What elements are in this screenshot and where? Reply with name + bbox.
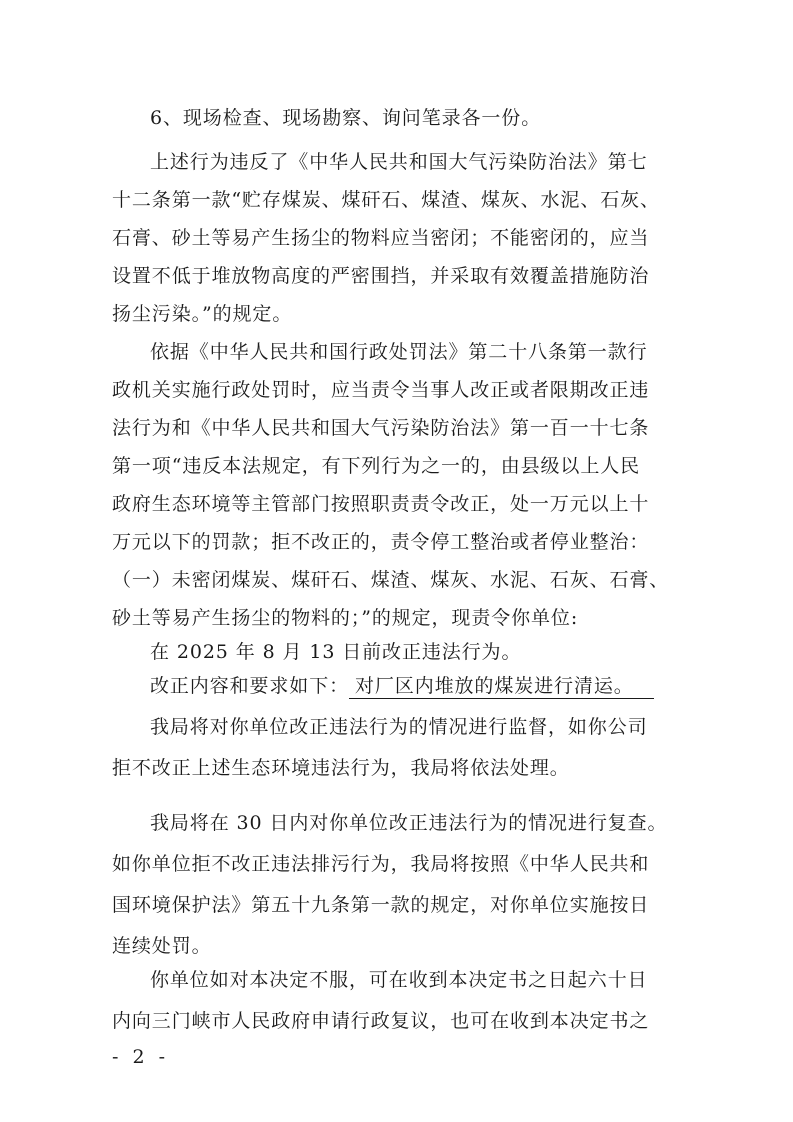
paragraph-line: 十二条第一款“贮存煤炭、煤矸石、煤渣、煤灰、水泥、石灰、 — [112, 189, 660, 211]
paragraph-line: 扬尘污染。”的规定。 — [112, 303, 293, 325]
paragraph-line: 6、现场检查、现场勘察、询问笔录各一份。 — [150, 107, 542, 129]
paragraph-line: 石膏、砂土等易产生扬尘的物料应当密闭；不能密闭的，应当 — [112, 227, 650, 249]
paragraph-line: 我局将在 30 日内对你单位改正违法行为的情况进行复查。 — [150, 812, 668, 834]
paragraph-line: 我局将对你单位改正违法行为的情况进行监督，如你公司 — [150, 716, 648, 738]
correction-requirement-line — [150, 674, 750, 698]
paragraph-line: 政府生态环境等主管部门按照职责责令改正，处一万元以上十 — [112, 493, 650, 515]
paragraph-line: 你单位如对本决定不服，可在收到本决定书之日起六十日 — [150, 969, 648, 991]
paragraph-line: 政机关实施行政处罚时，应当责令当事人改正或者限期改正违 — [112, 379, 650, 401]
paragraph-line: 拒不改正上述生态环境违法行为，我局将依法处理。 — [112, 757, 570, 779]
page-number: - 2 - — [112, 1046, 170, 1068]
paragraph-line: 连续处罚。 — [112, 935, 212, 957]
paragraph-line: 万元以下的罚款；拒不改正的，责令停工整治或者停业整治： — [112, 531, 650, 553]
paragraph-line: 设置不低于堆放物高度的严密围挡，并采取有效覆盖措施防治 — [112, 265, 650, 287]
paragraph-line: 依据《中华人民共和国行政处罚法》第二十八条第一款行 — [150, 341, 648, 363]
correction-value: 对厂区内堆放的煤炭进行清运。 — [349, 675, 654, 699]
paragraph-line: 法行为和《中华人民共和国大气污染防治法》第一百一十七条 — [112, 417, 650, 439]
paragraph-line: （一）未密闭煤炭、煤矸石、煤渣、煤灰、水泥、石灰、石膏、 — [112, 569, 670, 591]
paragraph-line: 砂土等易产生扬尘的物料的；”的规定，现责令你单位: — [112, 607, 579, 629]
paragraph-line: 第一项“违反本法规定，有下列行为之一的，由县级以上人民 — [112, 455, 641, 477]
paragraph-line: 国环境保护法》第五十九条第一款的规定，对你单位实施按日 — [112, 894, 650, 916]
deadline-line: 在 2025 年 8 月 13 日前改正违法行为。 — [150, 641, 522, 663]
correction-label: 改正内容和要求如下： — [150, 675, 350, 697]
paragraph-line: 内向三门峡市人民政府申请行政复议，也可在收到本决定书之 — [112, 1010, 650, 1032]
paragraph-line: 上述行为违反了《中华人民共和国大气污染防治法》第七 — [150, 151, 648, 173]
paragraph-line: 如你单位拒不改正违法排污行为，我局将按照《中华人民共和 — [112, 853, 650, 875]
